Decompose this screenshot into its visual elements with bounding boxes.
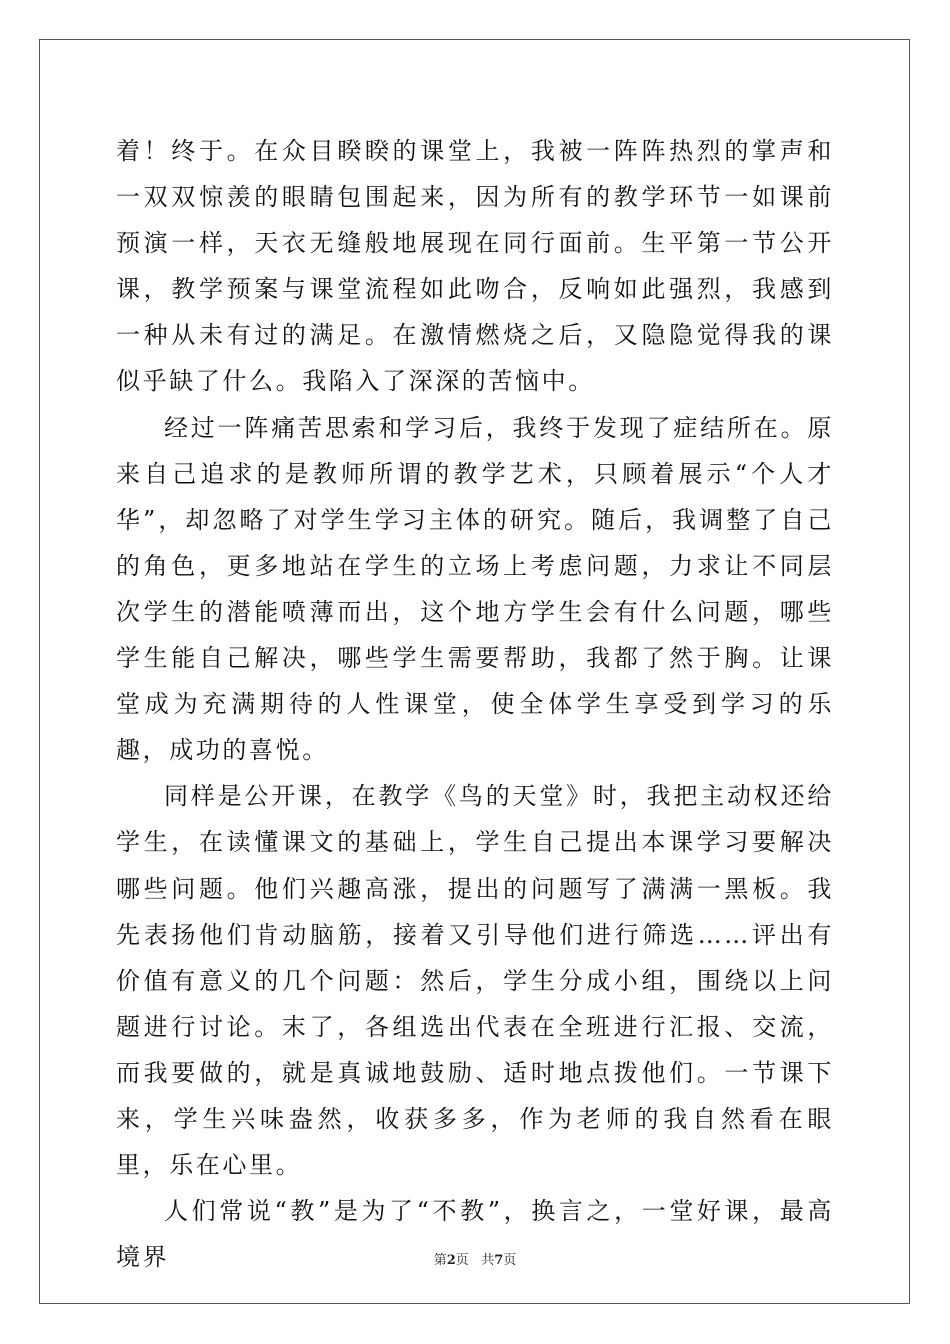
page-suffix: 页 [455, 1253, 469, 1268]
document-body [116, 128, 834, 1280]
paragraph-4: 人们常说“教”是为了“不教”，换言之，一堂好课，最高境界 [116, 1197, 834, 1272]
page-footer [0, 1249, 950, 1268]
paragraph-2: 经过一阵痛苦思索和学习后，我终于发现了症结所在。原来自己追求的是教师所谓的教学艺术，只顾着展示“个人才华”，却忽略了对学生学习主体的研究。随后，我调整了自己的角色，更多地站在学生的立场上考虑问题，力求让不同层次学生的潜能喷薄而出，这个地方学生会有什么问题，哪些学生能自己解决，哪些学生需要帮助，我都了然于胸。让课堂成为充满期待的人性课堂，使全体学生享受到学习的乐趣，成功的喜悦。 [116, 413, 834, 765]
paragraph-3: 同样是公开课，在教学《鸟的天堂》时，我把主动权还给学生，在读懂课文的基础上，学生自己提出本课学习要解决哪些问题。他们兴趣高涨，提出的问题写了满满一黑板。我先表扬他们肯动脑筋，接着又引导他们进行筛选……评出有价值有意义的几个问题：然后，学生分成小组，围绕以上问题进行讨论。末了，各组选出代表在全班进行汇报、交流，而我要做的，就是真诚地鼓励、适时地点拨他们。一节课下来，学生兴味盎然，收获多多，作为老师的我自然看在眼里，乐在心里。 [116, 782, 834, 1180]
page-prefix: 第 [433, 1253, 447, 1268]
total-suffix: 页 [503, 1253, 517, 1268]
total-pages: 7 [494, 1253, 504, 1268]
total-prefix: 共 [481, 1253, 495, 1268]
page-number: 2 [446, 1253, 456, 1268]
paragraph-1: 着！终于。在众目睽睽的课堂上，我被一阵阵热烈的掌声和一双双惊羡的眼睛包围起来，因为所有的教学环节一如课前预演一样，天衣无缝般地展现在同行面前。生平第一节公开课，教学预案与课堂流程如此吻合，反响如此强烈，我感到一种从未有过的满足。在激情燃烧之后，又隐隐觉得我的课似乎缺了什么。我陷入了深深的苦恼中。 [116, 137, 834, 396]
